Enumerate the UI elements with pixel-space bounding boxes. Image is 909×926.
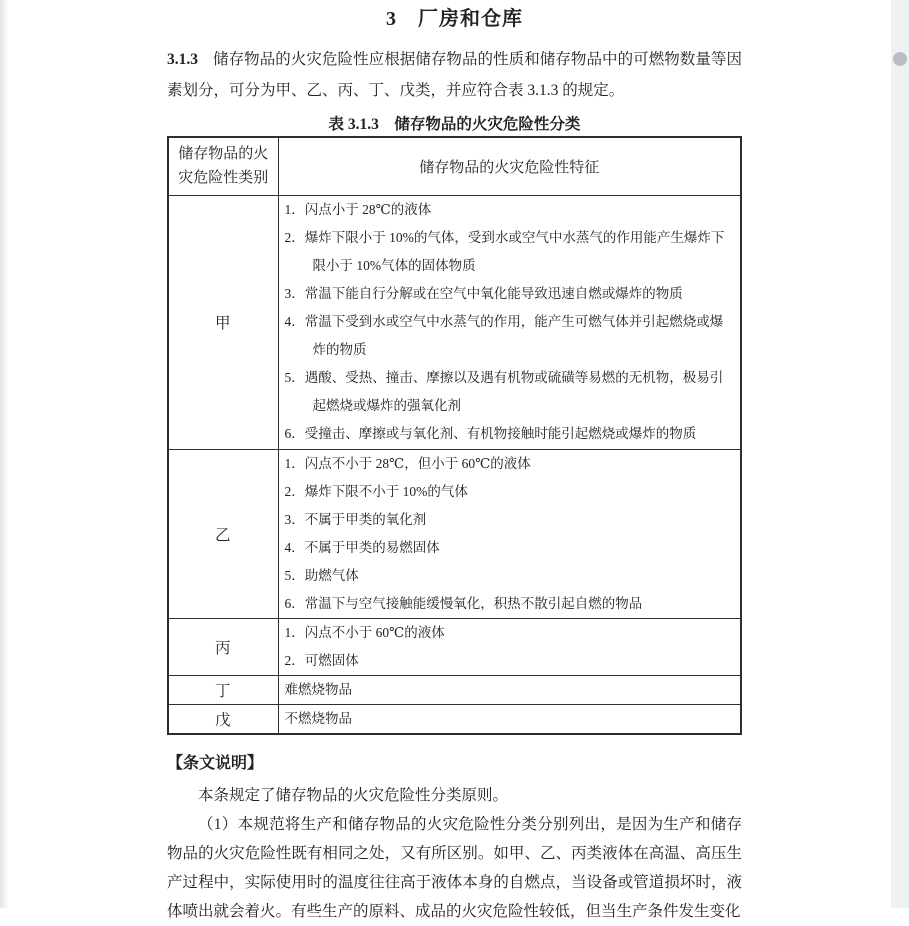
feature-item: 2．爆炸下限不小于 10%的气体 bbox=[284, 483, 468, 499]
commentary-paragraph: 本条规定了储存物品的火灾危险性分类原则。 bbox=[198, 786, 509, 804]
feature-item: 2．可燃固体 bbox=[284, 652, 359, 668]
hazard-classification-table bbox=[167, 136, 742, 735]
feature-item: 1．闪点不小于 28℃，但小于 60℃的液体 bbox=[284, 455, 531, 471]
table-row-yi bbox=[168, 449, 741, 618]
feature-item: 不燃烧物品 bbox=[284, 710, 352, 726]
feature-item: 5．助燃气体 bbox=[284, 567, 359, 583]
feature-item: 3．常温下能自行分解或在空气中氧化能导致迅速自燃或爆炸的物质 bbox=[284, 286, 683, 301]
feature-cell-bing bbox=[278, 618, 741, 675]
table-row-ding bbox=[168, 675, 741, 704]
feature-item: 6．常温下与空气接触能缓慢氧化，积热不散引起自燃的物品 bbox=[284, 595, 643, 611]
feature-item: 难燃烧物品 bbox=[284, 681, 352, 697]
commentary-heading: 【条文说明】 bbox=[167, 754, 264, 772]
feature-cell-jia bbox=[278, 195, 741, 449]
scrollbar-track[interactable] bbox=[891, 0, 909, 908]
feature-item: 2．爆炸下限小于 10%的气体，受到水或空气中水蒸气的作用能产生爆炸下限小于 10%气体的固体物质 bbox=[284, 230, 725, 273]
category-cell-yi: 乙 bbox=[168, 449, 278, 618]
commentary-paragraph: （1）本规范将生产和储存物品的火灾危险性分类分别列出，是因为生产和储存物品的火灾危险性既有相同之处，又有所区别。如甲、乙、丙类液体在高温、高压生产过程中，实际使用时的温度往往高于液体本身的自燃点，当设备或管道损坏时，液体喷出就会着火。有些生产的原料、成品的火灾危险性较低，但当生产条件发生变化 bbox=[167, 815, 742, 920]
clause-paragraph bbox=[167, 44, 742, 106]
clause-text: 储存物品的火灾危险性应根据储存物品的性质和储存物品中的可燃物数量等因素划分，可分为甲、乙、丙、丁、戊类，并应符合表 3.1.3 的规定。 bbox=[167, 51, 742, 99]
category-cell-ding: 丁 bbox=[168, 675, 278, 704]
feature-item: 5．遇酸、受热、撞击、摩擦以及遇有机物或硫磺等易燃的无机物，极易引起燃烧或爆炸的强氧化剂 bbox=[284, 370, 724, 413]
page-edge-shadow bbox=[0, 0, 9, 908]
table-row-bing bbox=[168, 618, 741, 675]
chapter-title: 3 厂房和仓库 bbox=[386, 8, 523, 30]
feature-cell-ding bbox=[278, 675, 741, 704]
feature-item: 4．常温下受到水或空气中水蒸气的作用，能产生可燃气体并引起燃烧或爆炸的物质 bbox=[284, 314, 724, 357]
table-row-wu bbox=[168, 704, 741, 734]
feature-cell-wu bbox=[278, 704, 741, 734]
column-header-feature: 储存物品的火灾危险性特征 bbox=[278, 137, 741, 195]
table-row-jia bbox=[168, 195, 741, 449]
table-header-row bbox=[168, 137, 741, 195]
table-caption: 表 3.1.3 储存物品的火灾危险性分类 bbox=[328, 116, 581, 133]
feature-item: 1．闪点不小于 60℃的液体 bbox=[284, 624, 445, 640]
feature-item: 6．受撞击、摩擦或与氧化剂、有机物接触时能引起燃烧或爆炸的物质 bbox=[284, 426, 697, 441]
feature-item: 3．不属于甲类的氧化剂 bbox=[284, 511, 427, 527]
feature-cell-yi bbox=[278, 449, 741, 618]
clause-number: 3.1.3 bbox=[167, 51, 198, 68]
category-cell-bing: 丙 bbox=[168, 618, 278, 675]
scrollbar-thumb[interactable] bbox=[893, 52, 907, 66]
column-header-category: 储存物品的火灾危险性类别 bbox=[168, 137, 278, 195]
category-cell-wu: 戊 bbox=[168, 704, 278, 734]
feature-item: 1．闪点小于 28℃的液体 bbox=[284, 202, 432, 217]
category-cell-jia: 甲 bbox=[168, 195, 278, 449]
document-page bbox=[167, 0, 742, 926]
feature-item: 4．不属于甲类的易燃固体 bbox=[284, 539, 440, 555]
